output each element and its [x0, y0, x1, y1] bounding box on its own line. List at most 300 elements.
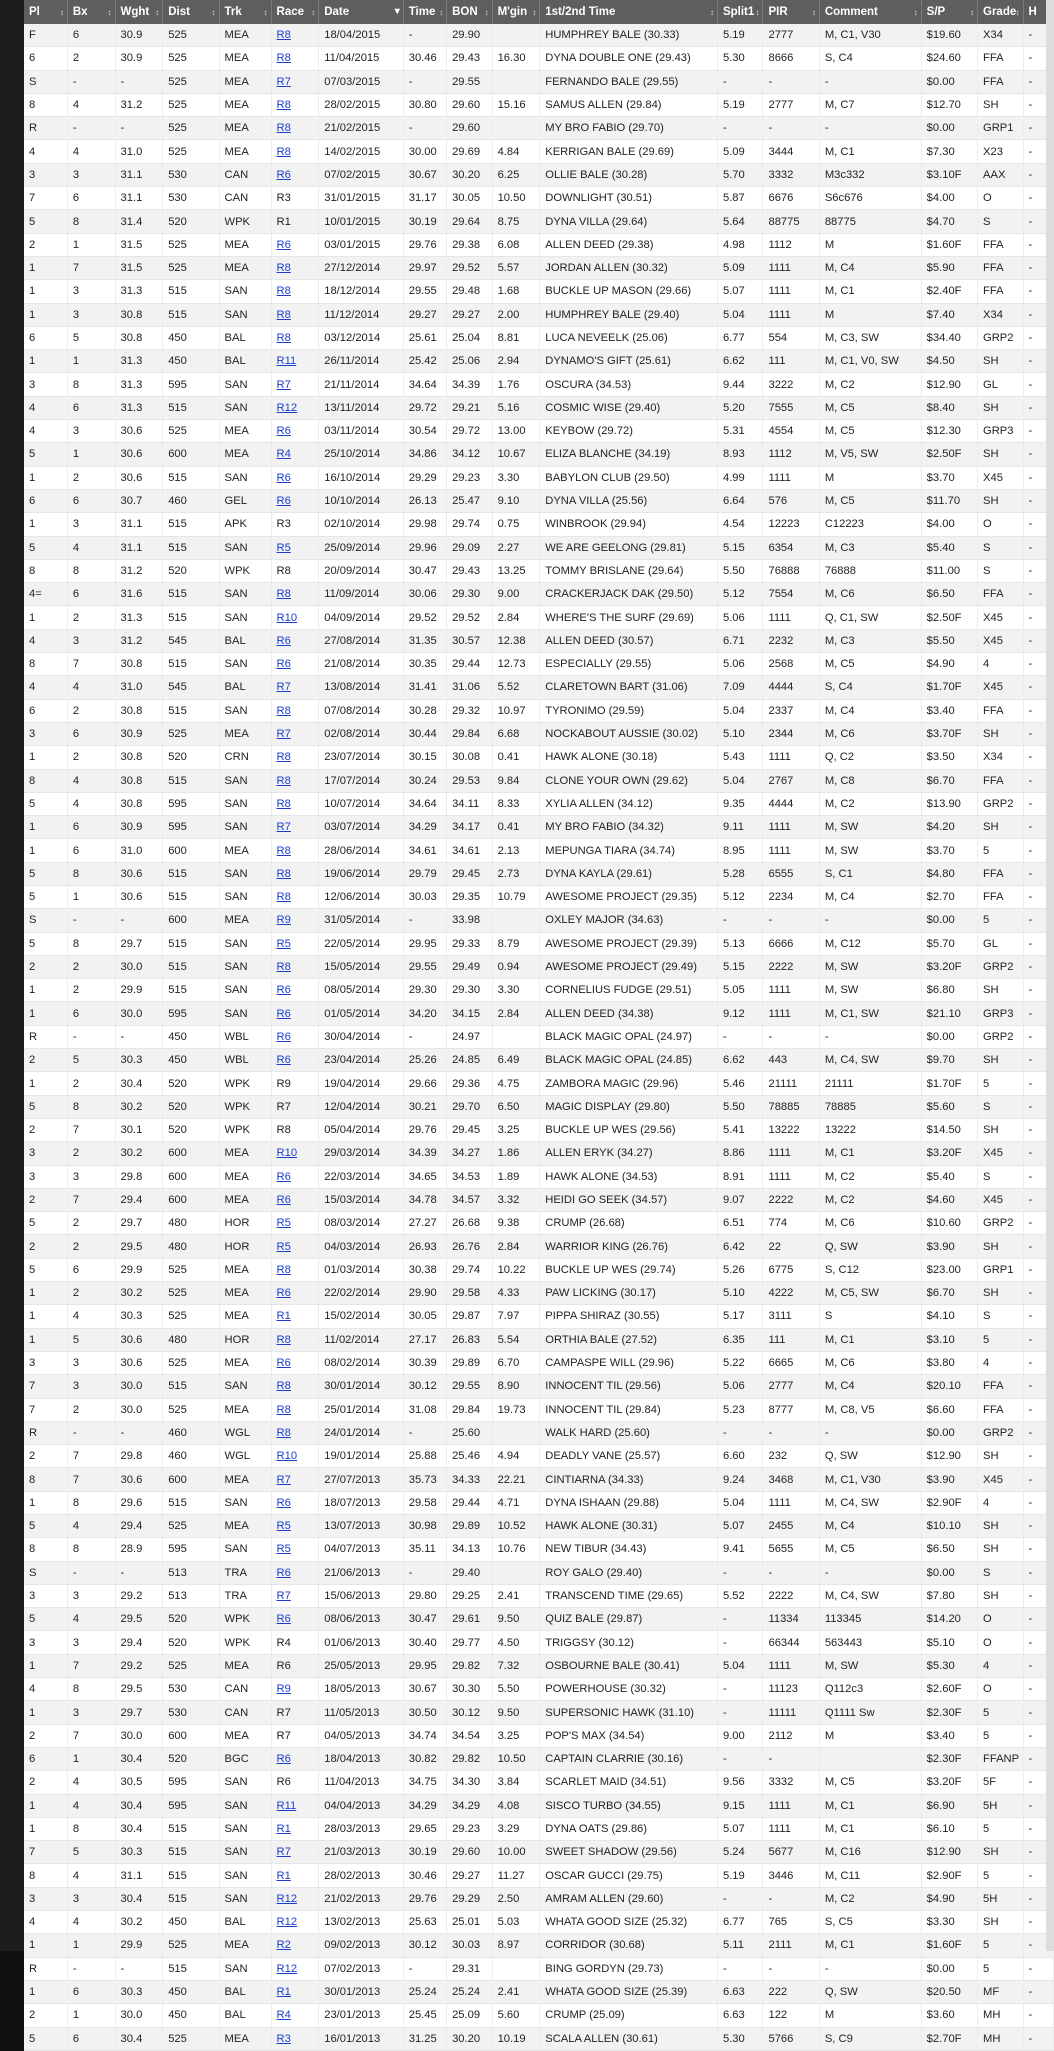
race-link[interactable]: R6 [276, 1613, 291, 1626]
race-link[interactable]: R6 [276, 658, 291, 671]
cell-bon: 24.97 [447, 1025, 493, 1048]
cell-weight: 29.7 [115, 932, 163, 955]
cell-track: SAN [219, 1957, 271, 1980]
race-link[interactable]: R6 [276, 1566, 291, 1579]
cell-margin: 2.27 [492, 536, 540, 559]
cell-bon: 29.55 [447, 70, 493, 93]
cell-winner-second: CRUMP (26.68) [540, 1212, 718, 1235]
cell-distance: 450 [163, 2004, 219, 2027]
cell-distance: 525 [163, 256, 219, 279]
cell-time: 31.08 [403, 1398, 446, 1421]
cell-winner-second: ELIZA BLANCHE (34.19) [540, 443, 718, 466]
race-link[interactable]: R8 [276, 308, 291, 321]
cell-starting-price: $20.50 [921, 1980, 977, 2003]
cell-track: HOR [219, 1328, 271, 1351]
cell-starting-price: $2.90F [921, 1491, 977, 1514]
cell-weight: 29.5 [115, 1608, 163, 1631]
cell-margin: 4.94 [492, 1445, 540, 1468]
column-header-label: Split1 [722, 6, 755, 18]
cell-time: 29.66 [403, 1072, 446, 1095]
cell-bon: 29.74 [447, 513, 493, 536]
race-link[interactable]: R8 [276, 1380, 291, 1393]
cell-margin: 5.50 [492, 1678, 540, 1701]
table-row [24, 210, 1054, 233]
race-link[interactable]: R8 [276, 262, 291, 275]
cell-pir: 576 [763, 489, 819, 512]
column-header-track[interactable] [219, 0, 271, 24]
cell-starting-price: $6.50 [921, 1538, 977, 1561]
cell-handicap: - [1023, 816, 1053, 839]
cell-pir: - [763, 909, 819, 932]
cell-distance: 525 [163, 1351, 219, 1374]
column-header-weight[interactable] [115, 0, 163, 24]
race-link[interactable]: R8 [276, 774, 291, 787]
cell-winner-second: CLONE YOUR OWN (29.62) [540, 769, 718, 792]
cell-box: 8 [67, 932, 115, 955]
cell-time: 30.15 [403, 746, 446, 769]
race-link[interactable]: R7 [276, 378, 291, 391]
cell-track: SAN [219, 396, 271, 419]
cell-date: 27/12/2014 [319, 256, 404, 279]
race-link[interactable]: R8 [276, 961, 291, 974]
cell-place: 1 [24, 1701, 67, 1724]
cell-bon: 30.12 [447, 1701, 493, 1724]
cell-place: 3 [24, 1165, 67, 1188]
cell-split1: 5.19 [717, 93, 763, 116]
cell-split1: - [717, 1678, 763, 1701]
table-row [24, 1095, 1054, 1118]
cell-pir: 3332 [763, 1771, 819, 1794]
cell-starting-price: $11.00 [921, 559, 977, 582]
race-link[interactable]: R6 [276, 1287, 291, 1300]
cell-margin: 5.52 [492, 676, 540, 699]
cell-date: 15/06/2013 [319, 1584, 404, 1607]
cell-winner-second: ESPECIALLY (29.55) [540, 653, 718, 676]
cell-margin: 6.49 [492, 1049, 540, 1072]
cell-time: 30.19 [403, 210, 446, 233]
cell-pir: 7554 [763, 583, 819, 606]
cell-bon: 29.29 [447, 1887, 493, 1910]
race-link[interactable]: R12 [276, 401, 298, 414]
column-header-race[interactable] [271, 0, 319, 24]
race-link[interactable]: R8 [276, 588, 291, 601]
cell-distance: 515 [163, 955, 219, 978]
race-link[interactable]: R9 [276, 1683, 291, 1696]
race-link[interactable]: R6 [276, 1357, 291, 1370]
cell-grade: FFANP [978, 1747, 1024, 1770]
cell-pir: 1112 [763, 233, 819, 256]
cell-bon: 29.82 [447, 1747, 493, 1770]
cell-box: 4 [67, 676, 115, 699]
cell-race [271, 1747, 319, 1770]
cell-box: 2 [67, 466, 115, 489]
race-link[interactable]: R12 [276, 1892, 298, 1905]
race-link[interactable]: R1 [276, 1310, 291, 1323]
cell-margin: 10.50 [492, 187, 540, 210]
cell-pir: 2777 [763, 93, 819, 116]
race-link[interactable]: R8 [276, 867, 291, 880]
cell-distance: 520 [163, 1118, 219, 1141]
cell-race [271, 909, 319, 932]
cell-split1: 5.30 [717, 47, 763, 70]
race-link[interactable]: R8 [276, 285, 291, 298]
race-link[interactable]: R8 [276, 1403, 291, 1416]
cell-pir: 1111 [763, 1794, 819, 1817]
cell-starting-price: $1.60F [921, 233, 977, 256]
cell-starting-price: $3.90 [921, 1235, 977, 1258]
race-link[interactable]: R8 [276, 844, 291, 857]
cell-starting-price: $12.30 [921, 420, 977, 443]
race-link[interactable]: R8 [276, 797, 291, 810]
cell-starting-price: $14.50 [921, 1118, 977, 1141]
race-link[interactable]: R12 [276, 1916, 298, 1929]
race-link[interactable]: R7 [276, 1590, 291, 1603]
column-header-time[interactable] [403, 0, 446, 24]
cell-race [271, 1049, 319, 1072]
cell-date: 08/02/2014 [319, 1351, 404, 1374]
cell-pir: 3468 [763, 1468, 819, 1491]
race-link[interactable]: R8 [276, 751, 291, 764]
race-link[interactable]: R8 [276, 29, 291, 42]
cell-place: 5 [24, 1258, 67, 1281]
cell-track: SAN [219, 466, 271, 489]
race-link[interactable]: R5 [276, 937, 291, 950]
cell-track: SAN [219, 1817, 271, 1840]
table-row [24, 1258, 1054, 1281]
cell-date: 15/03/2014 [319, 1188, 404, 1211]
cell-handicap: - [1023, 513, 1053, 536]
cell-split1: 5.22 [717, 1351, 763, 1374]
cell-margin: 9.50 [492, 1701, 540, 1724]
cell-pir: 6354 [763, 536, 819, 559]
cell-date: 10/01/2015 [319, 210, 404, 233]
table-row [24, 1491, 1054, 1514]
cell-track: SAN [219, 1002, 271, 1025]
cell-weight: 31.0 [115, 140, 163, 163]
cell-place: 1 [24, 1328, 67, 1351]
cell-split1: 5.41 [717, 1118, 763, 1141]
cell-distance: 515 [163, 1864, 219, 1887]
race-link[interactable]: R10 [276, 611, 298, 624]
cell-winner-second: HEIDI GO SEEK (34.57) [540, 1188, 718, 1211]
cell-bon: 25.46 [447, 1445, 493, 1468]
cell-distance: 525 [163, 1305, 219, 1328]
race-link[interactable]: R6 [276, 1007, 291, 1020]
race-link[interactable]: R7 [276, 1473, 291, 1486]
cell-bon: 29.53 [447, 769, 493, 792]
cell-comment: M, C1 [819, 1142, 921, 1165]
column-header-margin[interactable] [492, 0, 540, 24]
cell-date: 08/05/2014 [319, 979, 404, 1002]
cell-bon: 29.21 [447, 396, 493, 419]
race-link[interactable]: R8 [276, 332, 291, 344]
column-header-winner-second[interactable] [540, 0, 718, 24]
cell-comment: M, C1, V0, SW [819, 350, 921, 373]
cell-winner-second: AWESOME PROJECT (29.35) [540, 885, 718, 908]
cell-split1: 5.12 [717, 885, 763, 908]
race-link[interactable]: R8 [276, 891, 291, 904]
column-header-starting-price[interactable] [921, 0, 977, 24]
cell-place: 6 [24, 699, 67, 722]
cell-race [271, 629, 319, 652]
cell-track: SAN [219, 932, 271, 955]
cell-grade: SH [978, 1282, 1024, 1305]
cell-track: WPK [219, 1631, 271, 1654]
cell-handicap: - [1023, 862, 1053, 885]
cell-weight: 30.6 [115, 1468, 163, 1491]
race-link[interactable]: R6 [276, 168, 291, 181]
cell-track: TRA [219, 1561, 271, 1584]
cell-box: 7 [67, 1468, 115, 1491]
race-link[interactable]: R9 [276, 914, 291, 927]
race-link[interactable]: R4 [276, 2009, 291, 2022]
cell-time: 30.80 [403, 93, 446, 116]
cell-place: 7 [24, 1375, 67, 1398]
race-link[interactable]: R6 [276, 1496, 291, 1509]
cell-race [271, 1025, 319, 1048]
cell-race [271, 2004, 319, 2027]
cell-pir: 2222 [763, 955, 819, 978]
cell-comment: M [819, 233, 921, 256]
cell-margin: 2.50 [492, 1887, 540, 1910]
race-link[interactable]: R6 [276, 1030, 291, 1043]
cell-box: 6 [67, 396, 115, 419]
cell-winner-second: KERRIGAN BALE (29.69) [540, 140, 718, 163]
cell-grade: GRP2 [978, 1421, 1024, 1444]
cell-pir: 443 [763, 1049, 819, 1072]
column-header-box[interactable] [67, 0, 115, 24]
cell-weight: 30.3 [115, 1980, 163, 2003]
race-link[interactable]: R7 [276, 681, 291, 694]
cell-place: 1 [24, 979, 67, 1002]
race-link[interactable]: R1 [276, 1986, 291, 1999]
cell-winner-second: WARRIOR KING (26.76) [540, 1235, 718, 1258]
race-link[interactable]: R8 [276, 1426, 291, 1439]
race-link[interactable]: R7 [276, 821, 291, 834]
table-row [24, 606, 1054, 629]
cell-comment: - [819, 70, 921, 93]
column-header-place[interactable] [24, 0, 67, 24]
race-link[interactable]: R8 [276, 122, 291, 135]
race-link[interactable]: R7 [276, 1846, 291, 1859]
table-row [24, 979, 1054, 1002]
race-link[interactable]: R6 [276, 471, 291, 484]
cell-time: 25.26 [403, 1049, 446, 1072]
cell-bon: 34.53 [447, 1165, 493, 1188]
cell-bon: 34.39 [447, 373, 493, 396]
cell-box: 2 [67, 1282, 115, 1305]
race-link[interactable]: R6 [276, 1054, 291, 1067]
cell-race [271, 1608, 319, 1631]
column-header-date[interactable] [319, 0, 404, 24]
cell-split1: - [717, 1608, 763, 1631]
race-link[interactable]: R6 [276, 1753, 291, 1766]
column-header-bon[interactable] [447, 0, 493, 24]
cell-handicap: - [1023, 303, 1053, 326]
cell-date: 15/02/2014 [319, 1305, 404, 1328]
race-link[interactable]: R8 [276, 1333, 291, 1346]
cell-track: MEA [219, 1724, 271, 1747]
cell-comment: S6c676 [819, 187, 921, 210]
race-link[interactable]: R7 [276, 75, 291, 88]
race-link[interactable]: R12 [276, 1962, 298, 1975]
cell-starting-price: $4.00 [921, 187, 977, 210]
cell-race [271, 932, 319, 955]
race-link[interactable]: R6 [276, 634, 291, 647]
cell-pir: 1111 [763, 839, 819, 862]
race-link[interactable]: R6 [276, 984, 291, 997]
column-header-split1[interactable] [717, 0, 763, 24]
cell-winner-second: CAPTAIN CLARRIE (30.16) [540, 1747, 718, 1770]
race-link[interactable]: R8 [276, 52, 291, 65]
cell-margin: 6.08 [492, 233, 540, 256]
column-header-distance[interactable] [163, 0, 219, 24]
cell-comment: M, C1, SW [819, 1002, 921, 1025]
cell-handicap: - [1023, 420, 1053, 443]
cell-comment: M, SW [819, 839, 921, 862]
cell-comment: M, C1, V30 [819, 1468, 921, 1491]
race-link[interactable]: R6 [276, 495, 291, 508]
cell-time: 29.76 [403, 233, 446, 256]
cell-box: 5 [67, 1841, 115, 1864]
cell-date: 19/01/2014 [319, 1445, 404, 1468]
cell-race [271, 47, 319, 70]
cell-place: 2 [24, 1188, 67, 1211]
cell-distance: 515 [163, 513, 219, 536]
race-link[interactable]: R2 [276, 1939, 291, 1952]
cell-margin: 10.76 [492, 1538, 540, 1561]
column-header-pir[interactable] [763, 0, 819, 24]
cell-weight: 30.2 [115, 1911, 163, 1934]
cell-margin: 4.71 [492, 1491, 540, 1514]
cell-winner-second: CAMPASPE WILL (29.96) [540, 1351, 718, 1374]
cell-handicap: - [1023, 839, 1053, 862]
cell-pir: 88775 [763, 210, 819, 233]
race-link[interactable]: R8 [276, 1263, 291, 1276]
cell-winner-second: CRACKERJACK DAK (29.50) [540, 583, 718, 606]
cell-winner-second: ALLEN DEED (29.38) [540, 233, 718, 256]
cell-weight: 31.5 [115, 233, 163, 256]
cell-box: 8 [67, 1538, 115, 1561]
cell-weight: 29.8 [115, 1165, 163, 1188]
cell-bon: 29.27 [447, 1864, 493, 1887]
race-link[interactable]: R8 [276, 704, 291, 717]
cell-race [271, 1911, 319, 1934]
table-row [24, 1118, 1054, 1141]
table-row [24, 70, 1054, 93]
table-row [24, 1701, 1054, 1724]
cell-grade: 5 [978, 1072, 1024, 1095]
cell-starting-price: $7.80 [921, 1584, 977, 1607]
cell-pir: - [763, 1747, 819, 1770]
race-link[interactable]: R11 [276, 1799, 297, 1812]
race-link[interactable]: R5 [276, 1520, 291, 1533]
cell-split1: 5.64 [717, 210, 763, 233]
race-link[interactable]: R1 [276, 1869, 291, 1882]
cell-race: R7 [271, 1724, 319, 1747]
column-header-label: Trk [224, 6, 242, 18]
cell-distance: 525 [163, 1282, 219, 1305]
column-header-comment[interactable] [819, 0, 921, 24]
cell-time: 34.86 [403, 443, 446, 466]
cell-bon: 29.40 [447, 1561, 493, 1584]
cell-split1: 5.28 [717, 862, 763, 885]
table-row [24, 256, 1054, 279]
cell-handicap: - [1023, 140, 1053, 163]
cell-grade: FFA [978, 233, 1024, 256]
race-link[interactable]: R6 [276, 238, 291, 251]
race-link[interactable]: R6 [276, 425, 291, 438]
cell-comment: M [819, 2004, 921, 2027]
cell-date: 03/11/2014 [319, 420, 404, 443]
cell-margin: 10.50 [492, 1747, 540, 1770]
cell-track: MEA [219, 1351, 271, 1374]
race-link[interactable]: R10 [276, 1450, 298, 1463]
race-link[interactable]: R4 [276, 448, 291, 461]
cell-race [271, 1351, 319, 1374]
cell-bon: 34.27 [447, 1142, 493, 1165]
cell-pir: 1111 [763, 1491, 819, 1514]
cell-winner-second: LUCA NEVEELK (25.06) [540, 326, 718, 349]
cell-time: 29.55 [403, 280, 446, 303]
sort-icon: ↕ [913, 8, 918, 17]
race-link[interactable]: R5 [276, 1543, 291, 1556]
cell-distance: 600 [163, 1165, 219, 1188]
race-link[interactable]: R8 [276, 145, 291, 158]
cell-split1: 6.63 [717, 2004, 763, 2027]
race-link[interactable]: R11 [276, 355, 297, 368]
race-link[interactable]: R1 [276, 1823, 291, 1835]
cell-comment: - [819, 1957, 921, 1980]
race-link[interactable]: R5 [276, 1217, 291, 1230]
cell-handicap: - [1023, 1724, 1053, 1747]
cell-distance: 515 [163, 280, 219, 303]
race-link[interactable]: R6 [276, 1193, 291, 1206]
race-link[interactable]: R3 [276, 2032, 291, 2045]
race-link[interactable]: R5 [276, 1240, 291, 1253]
cell-race [271, 256, 319, 279]
cell-date: 30/01/2014 [319, 1375, 404, 1398]
race-link[interactable]: R8 [276, 99, 291, 112]
column-header-label: Date [324, 6, 350, 18]
column-header-grade[interactable] [978, 0, 1024, 24]
cell-place: 8 [24, 769, 67, 792]
cell-bon: 29.30 [447, 979, 493, 1002]
cell-race [271, 1491, 319, 1514]
cell-distance: 450 [163, 1911, 219, 1934]
table-row [24, 47, 1054, 70]
table-row [24, 420, 1054, 443]
cell-race [271, 653, 319, 676]
cell-pir: 2111 [763, 1934, 819, 1957]
race-link[interactable]: R5 [276, 541, 291, 554]
cell-weight: 30.3 [115, 1305, 163, 1328]
cell-date: 02/10/2014 [319, 513, 404, 536]
race-link[interactable]: R6 [276, 1170, 291, 1183]
cell-margin: 4.50 [492, 1631, 540, 1654]
cell-grade: X45 [978, 1188, 1024, 1211]
cell-handicap: - [1023, 1049, 1053, 1072]
cell-date: 21/08/2014 [319, 653, 404, 676]
race-link[interactable]: R10 [276, 1147, 298, 1160]
cell-handicap: - [1023, 1538, 1053, 1561]
race-link[interactable]: R7 [276, 728, 291, 741]
column-header-label: H [1028, 6, 1037, 18]
cell-place: 5 [24, 1212, 67, 1235]
cell-track: SAN [219, 979, 271, 1002]
cell-race [271, 1678, 319, 1701]
cell-winner-second: WE ARE GEELONG (29.81) [540, 536, 718, 559]
